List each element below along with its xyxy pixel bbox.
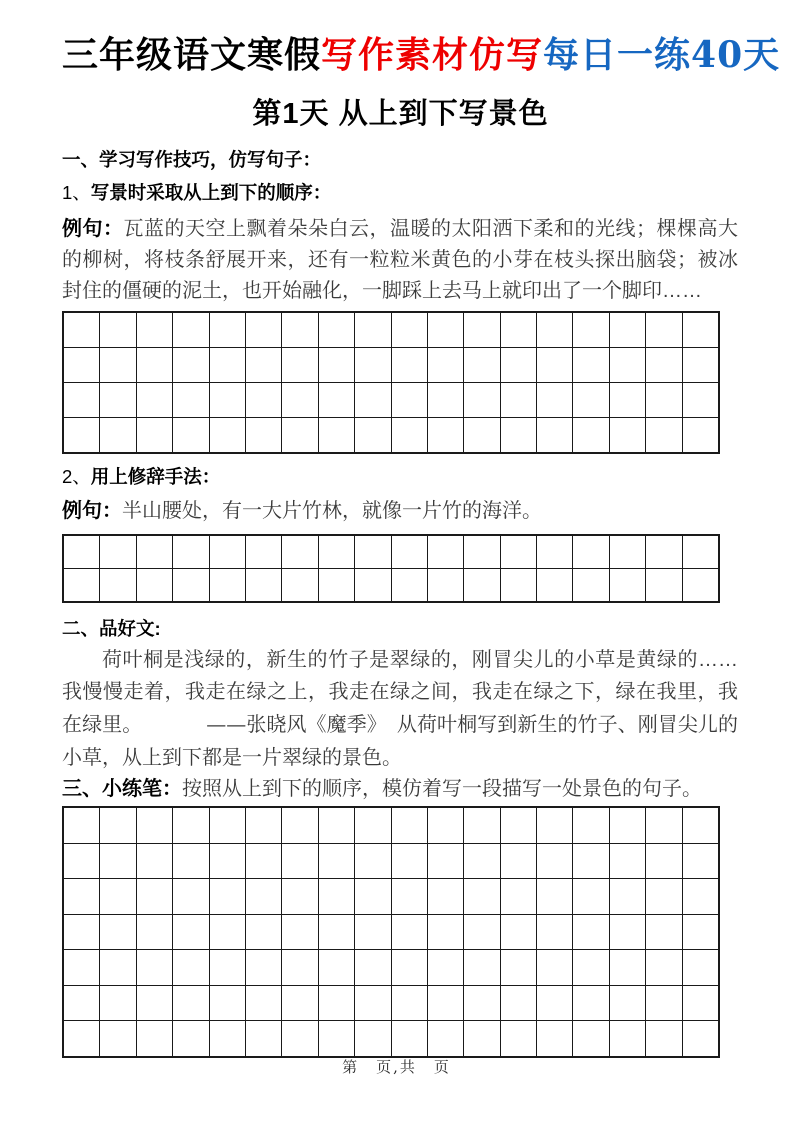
writing-grid-row: [64, 915, 718, 951]
writing-grid-2: [62, 534, 720, 603]
writing-cell: [683, 418, 718, 452]
writing-cell: [501, 808, 537, 843]
writing-cell: [392, 879, 428, 914]
writing-cell: [392, 808, 428, 843]
writing-cell: [137, 915, 173, 950]
writing-cell: [464, 879, 500, 914]
writing-cell: [683, 383, 718, 417]
writing-cell: [137, 986, 173, 1021]
writing-cell: [392, 348, 428, 382]
writing-cell: [137, 950, 173, 985]
writing-cell: [537, 383, 573, 417]
writing-cell: [100, 569, 136, 601]
title-segment-blue: 每日一练40天: [543, 34, 781, 76]
sub1-example-text: 瓦蓝的天空上飘着朵朵白云，温暖的太阳洒下柔和的光线；棵棵高大的柳树，将枝条舒展开来，还有一粒粒米黄色的小芽在枝头探出脑袋；被冰封住的僵硬的泥土，也开始融化，一脚踩上去马上就印出了一个脚印……: [62, 218, 738, 302]
writing-cell: [537, 313, 573, 347]
writing-cell: [464, 808, 500, 843]
writing-cell: [282, 418, 318, 452]
writing-cell: [173, 1021, 209, 1056]
writing-cell: [537, 986, 573, 1021]
writing-cell: [392, 950, 428, 985]
writing-cell: [64, 808, 100, 843]
writing-cell: [501, 844, 537, 879]
writing-cell: [173, 879, 209, 914]
writing-cell: [64, 844, 100, 879]
writing-grid-3: [62, 806, 720, 1058]
writing-cell: [392, 418, 428, 452]
writing-cell: [646, 950, 682, 985]
writing-cell: [428, 915, 464, 950]
writing-cell: [646, 313, 682, 347]
sub1-example-label: 例句：: [62, 218, 124, 240]
writing-grid-row: [64, 383, 718, 418]
writing-cell: [683, 808, 718, 843]
writing-cell: [392, 569, 428, 601]
writing-cell: [428, 418, 464, 452]
writing-grid-row: [64, 986, 718, 1022]
writing-cell: [173, 569, 209, 601]
writing-cell: [100, 879, 136, 914]
writing-cell: [683, 313, 718, 347]
writing-cell: [646, 1021, 682, 1056]
writing-cell: [501, 313, 537, 347]
writing-cell: [355, 915, 391, 950]
writing-grid-row: [64, 536, 718, 569]
writing-cell: [319, 915, 355, 950]
writing-cell: [282, 950, 318, 985]
writing-cell: [210, 536, 246, 568]
writing-cell: [173, 915, 209, 950]
writing-cell: [610, 383, 646, 417]
writing-cell: [210, 879, 246, 914]
writing-cell: [646, 536, 682, 568]
writing-cell: [319, 569, 355, 601]
writing-cell: [246, 569, 282, 601]
writing-cell: [282, 348, 318, 382]
writing-grid-row: [64, 348, 718, 383]
writing-cell: [64, 383, 100, 417]
writing-grid-row: [64, 808, 718, 844]
writing-cell: [282, 1021, 318, 1056]
writing-cell: [573, 536, 609, 568]
writing-cell: [501, 950, 537, 985]
writing-cell: [464, 1021, 500, 1056]
writing-cell: [428, 383, 464, 417]
writing-cell: [355, 808, 391, 843]
writing-cell: [173, 348, 209, 382]
writing-cell: [428, 1021, 464, 1056]
writing-cell: [210, 313, 246, 347]
writing-cell: [610, 950, 646, 985]
writing-cell: [246, 844, 282, 879]
passage-quote-text: 荷叶桐是浅绿的，新生的竹子是翠绿的，刚冒尖儿的小草是黄绿的……我慢慢走着，我走在绿之上，我走在绿之间，我走在绿之下，绿在我里，我在绿里。: [62, 649, 738, 736]
writing-cell: [210, 348, 246, 382]
writing-grid-row: [64, 569, 718, 601]
writing-cell: [210, 844, 246, 879]
section3-heading: [62, 776, 739, 802]
writing-cell: [64, 1021, 100, 1056]
writing-cell: [683, 569, 718, 601]
writing-cell: [464, 313, 500, 347]
writing-cell: [282, 808, 318, 843]
sub2-number: 2、: [62, 466, 91, 487]
writing-cell: [355, 418, 391, 452]
writing-cell: [319, 383, 355, 417]
writing-cell: [392, 986, 428, 1021]
writing-cell: [355, 844, 391, 879]
writing-cell: [646, 348, 682, 382]
writing-cell: [210, 986, 246, 1021]
writing-cell: [537, 844, 573, 879]
writing-cell: [646, 418, 682, 452]
day-heading: 第1天 从上到下写景色: [252, 98, 549, 130]
writing-cell: [246, 879, 282, 914]
writing-cell: [246, 808, 282, 843]
writing-cell: [137, 569, 173, 601]
writing-cell: [537, 879, 573, 914]
writing-cell: [501, 879, 537, 914]
writing-cell: [100, 844, 136, 879]
writing-cell: [573, 348, 609, 382]
writing-cell: [464, 915, 500, 950]
footer-page-number: 第 页,共 页: [342, 1058, 451, 1076]
writing-cell: [573, 1021, 609, 1056]
writing-cell: [210, 915, 246, 950]
writing-cell: [501, 986, 537, 1021]
writing-cell: [64, 418, 100, 452]
writing-cell: [537, 569, 573, 601]
writing-cell: [610, 313, 646, 347]
sub2-heading: [62, 465, 739, 489]
writing-cell: [246, 313, 282, 347]
writing-cell: [610, 536, 646, 568]
writing-cell: [137, 348, 173, 382]
writing-cell: [392, 1021, 428, 1056]
page-title: [62, 30, 781, 80]
writing-cell: [100, 915, 136, 950]
writing-cell: [246, 536, 282, 568]
writing-cell: [573, 986, 609, 1021]
writing-cell: [501, 536, 537, 568]
writing-cell: [573, 915, 609, 950]
writing-cell: [646, 569, 682, 601]
sub1-number: 1、: [62, 182, 91, 203]
writing-cell: [428, 536, 464, 568]
sub1-example-sentence: [62, 214, 738, 307]
title-segment-black: 三年级语文寒假: [62, 34, 322, 76]
writing-cell: [501, 915, 537, 950]
section3-label: 三、小练笔：: [62, 778, 182, 800]
writing-cell: [100, 348, 136, 382]
writing-cell: [646, 915, 682, 950]
writing-cell: [355, 986, 391, 1021]
writing-cell: [537, 915, 573, 950]
writing-cell: [537, 348, 573, 382]
writing-cell: [610, 418, 646, 452]
writing-cell: [319, 348, 355, 382]
writing-cell: [683, 986, 718, 1021]
writing-cell: [464, 383, 500, 417]
sub1-title: 写景时采取从上到下的顺序：: [90, 182, 332, 203]
writing-cell: [683, 950, 718, 985]
writing-cell: [464, 348, 500, 382]
writing-cell: [610, 569, 646, 601]
writing-cell: [355, 536, 391, 568]
writing-cell: [100, 418, 136, 452]
sub1-heading: [62, 181, 739, 205]
writing-cell: [100, 313, 136, 347]
writing-cell: [573, 418, 609, 452]
writing-cell: [246, 1021, 282, 1056]
writing-cell: [428, 879, 464, 914]
writing-cell: [100, 808, 136, 843]
writing-cell: [64, 915, 100, 950]
writing-cell: [573, 879, 609, 914]
writing-cell: [683, 844, 718, 879]
writing-cell: [173, 418, 209, 452]
writing-cell: [392, 536, 428, 568]
writing-cell: [573, 569, 609, 601]
writing-cell: [428, 313, 464, 347]
section2-passage: [62, 644, 738, 774]
writing-cell: [683, 915, 718, 950]
writing-cell: [210, 418, 246, 452]
writing-cell: [64, 348, 100, 382]
writing-cell: [246, 348, 282, 382]
writing-cell: [137, 808, 173, 843]
writing-cell: [137, 536, 173, 568]
writing-cell: [355, 348, 391, 382]
sub2-title: 用上修辞手法：: [90, 466, 221, 487]
writing-cell: [64, 536, 100, 568]
writing-cell: [428, 986, 464, 1021]
writing-cell: [210, 383, 246, 417]
writing-cell: [464, 418, 500, 452]
writing-cell: [210, 569, 246, 601]
writing-cell: [610, 879, 646, 914]
writing-cell: [501, 418, 537, 452]
writing-cell: [173, 844, 209, 879]
writing-cell: [573, 313, 609, 347]
writing-cell: [464, 844, 500, 879]
writing-cell: [282, 313, 318, 347]
writing-cell: [355, 313, 391, 347]
writing-cell: [319, 1021, 355, 1056]
writing-cell: [246, 383, 282, 417]
writing-grid-row: [64, 950, 718, 986]
sub2-example-label: 例句：: [62, 500, 122, 522]
writing-cell: [319, 879, 355, 914]
writing-cell: [246, 418, 282, 452]
writing-cell: [610, 844, 646, 879]
writing-grid-row: [64, 844, 718, 880]
writing-cell: [319, 536, 355, 568]
writing-cell: [428, 844, 464, 879]
writing-cell: [573, 383, 609, 417]
writing-cell: [464, 986, 500, 1021]
writing-cell: [64, 879, 100, 914]
writing-cell: [646, 986, 682, 1021]
writing-cell: [319, 950, 355, 985]
writing-cell: [573, 950, 609, 985]
writing-cell: [282, 986, 318, 1021]
writing-grid-row: [64, 1021, 718, 1056]
writing-cell: [173, 950, 209, 985]
writing-cell: [537, 536, 573, 568]
writing-cell: [173, 808, 209, 843]
section2-heading: 二、品好文:: [62, 618, 161, 639]
writing-cell: [646, 844, 682, 879]
writing-cell: [464, 950, 500, 985]
writing-cell: [683, 348, 718, 382]
writing-cell: [210, 1021, 246, 1056]
writing-cell: [137, 1021, 173, 1056]
writing-cell: [610, 915, 646, 950]
writing-cell: [173, 986, 209, 1021]
writing-cell: [100, 1021, 136, 1056]
writing-cell: [319, 844, 355, 879]
writing-cell: [537, 1021, 573, 1056]
writing-cell: [464, 569, 500, 601]
writing-cell: [319, 418, 355, 452]
writing-cell: [646, 808, 682, 843]
writing-grid-1: [62, 311, 720, 454]
section3-instruction: 按照从上到下的顺序，模仿着写一段描写一处景色的句子。: [182, 778, 702, 800]
sub2-example-sentence: [62, 496, 738, 527]
writing-cell: [100, 950, 136, 985]
writing-cell: [355, 1021, 391, 1056]
passage-attribution-comment: ——张晓风《魔季》 从荷叶桐写到新生的竹子、刚冒尖儿的小草，从上到下都是一片翠绿的景色。: [62, 712, 739, 769]
writing-cell: [282, 915, 318, 950]
writing-cell: [282, 536, 318, 568]
writing-cell: [100, 536, 136, 568]
writing-cell: [246, 915, 282, 950]
writing-cell: [646, 383, 682, 417]
writing-cell: [210, 808, 246, 843]
writing-cell: [173, 536, 209, 568]
writing-cell: [319, 313, 355, 347]
writing-cell: [683, 536, 718, 568]
writing-cell: [501, 1021, 537, 1056]
writing-cell: [646, 879, 682, 914]
writing-cell: [137, 313, 173, 347]
writing-cell: [137, 383, 173, 417]
writing-cell: [428, 348, 464, 382]
writing-cell: [501, 348, 537, 382]
writing-cell: [282, 569, 318, 601]
writing-cell: [137, 879, 173, 914]
writing-cell: [428, 950, 464, 985]
section1-heading: 一、学习写作技巧，仿写句子：: [62, 149, 322, 170]
writing-cell: [137, 418, 173, 452]
writing-cell: [210, 950, 246, 985]
writing-cell: [282, 844, 318, 879]
writing-cell: [537, 808, 573, 843]
writing-cell: [100, 986, 136, 1021]
writing-cell: [64, 950, 100, 985]
writing-cell: [355, 383, 391, 417]
writing-cell: [464, 536, 500, 568]
writing-cell: [610, 986, 646, 1021]
writing-cell: [610, 348, 646, 382]
writing-cell: [319, 986, 355, 1021]
writing-cell: [282, 383, 318, 417]
writing-cell: [355, 879, 391, 914]
writing-cell: [683, 879, 718, 914]
writing-cell: [392, 915, 428, 950]
writing-cell: [246, 950, 282, 985]
writing-cell: [683, 1021, 718, 1056]
writing-cell: [64, 986, 100, 1021]
writing-cell: [392, 313, 428, 347]
writing-cell: [573, 844, 609, 879]
writing-cell: [392, 844, 428, 879]
writing-cell: [610, 808, 646, 843]
writing-cell: [282, 879, 318, 914]
sub2-example-text: 半山腰处，有一大片竹林，就像一片竹的海洋。: [122, 500, 542, 522]
writing-cell: [392, 383, 428, 417]
writing-grid-row: [64, 313, 718, 348]
writing-cell: [610, 1021, 646, 1056]
writing-cell: [428, 569, 464, 601]
writing-cell: [537, 950, 573, 985]
writing-cell: [246, 986, 282, 1021]
writing-cell: [573, 808, 609, 843]
writing-cell: [137, 844, 173, 879]
writing-cell: [428, 808, 464, 843]
writing-cell: [64, 313, 100, 347]
writing-grid-row: [64, 879, 718, 915]
writing-grid-row: [64, 418, 718, 452]
writing-cell: [355, 569, 391, 601]
writing-cell: [319, 808, 355, 843]
writing-cell: [355, 950, 391, 985]
writing-cell: [501, 383, 537, 417]
writing-cell: [100, 383, 136, 417]
writing-cell: [173, 383, 209, 417]
writing-cell: [173, 313, 209, 347]
writing-cell: [537, 418, 573, 452]
title-segment-red: 写作素材仿写: [321, 34, 544, 76]
writing-cell: [64, 569, 100, 601]
writing-cell: [501, 569, 537, 601]
